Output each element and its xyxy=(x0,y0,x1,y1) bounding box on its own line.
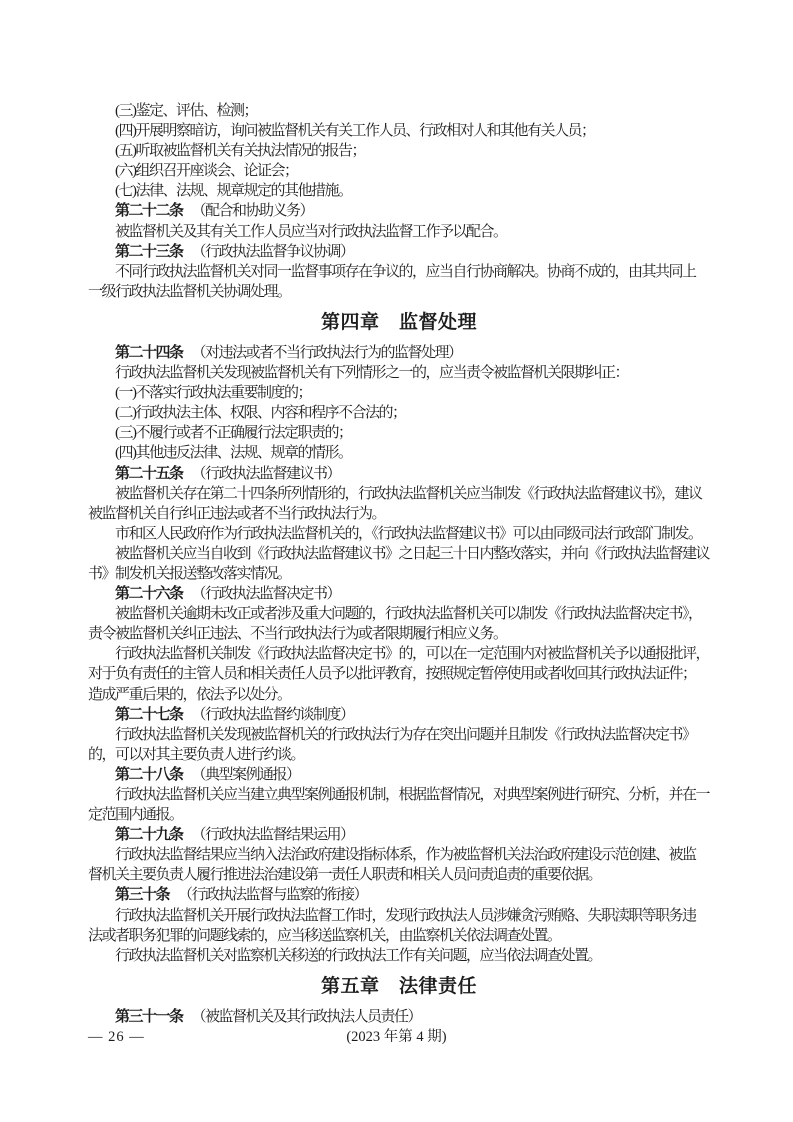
paragraph-line: 定范围内通报。 xyxy=(88,807,183,824)
chapter-heading: 第五章 法律责任 xyxy=(320,975,477,997)
paragraph-line: 行政执法监督机关制发《行政执法监督决定书》的，可以在一定范围内对被监督机关予以通报批评， xyxy=(115,646,710,663)
article-heading xyxy=(88,343,710,363)
paragraph-line: 行政执法监督机关开展行政执法监督工作时，发现行政执法人员涉嫌贪污贿赂、失职渎职等职务违 xyxy=(115,907,696,924)
paragraph-line: 行政执法监督机关发现被监督机关有下列情形之一的，应当责令被监督机关限期纠正： xyxy=(115,365,629,382)
article-heading xyxy=(88,242,710,262)
article-heading xyxy=(88,825,710,845)
article-number: 第二十九条 xyxy=(115,826,183,844)
article-number: 第二十五条 xyxy=(115,464,183,482)
paragraph-line: 不同行政执法监督机关对同一监督事项存在争议的，应当自行协商解决。协商不成的，由其共同上 xyxy=(115,263,696,280)
article-heading xyxy=(88,705,710,725)
chapter-heading: 第四章 监督处理 xyxy=(320,311,477,333)
article-title: （行政执法监督建议书） xyxy=(191,465,341,482)
paragraph-line: 书》制发机关报送整改落实情况。 xyxy=(88,565,291,582)
article-number: 第二十六条 xyxy=(115,585,183,603)
article-heading xyxy=(88,201,710,221)
article-title: （被监督机关及其行政执法人员责任） xyxy=(191,1008,422,1025)
page-footer xyxy=(0,1026,793,1048)
paragraph-line: 行政执法监督机关发现被监督机关的行政执法行为存在突出问题并且制发《行政执法监督决定书》 xyxy=(115,726,696,743)
article-title: （对违法或者不当行政执法行为的监督处理） xyxy=(191,344,462,361)
article-title: （典型案例通报） xyxy=(191,766,300,783)
article-heading xyxy=(88,464,710,484)
paragraph-line: 行政执法监督机关应当建立典型案例通报机制，根据监督情况，对典型案例进行研究、分析，并在一 xyxy=(115,787,710,803)
paragraph-line: 行政执法监督机关对监察机关移送的行政执法工作有关问题，应当依法调查处置。 xyxy=(115,947,602,964)
article-number: 第二十四条 xyxy=(115,343,183,361)
list-item-line: (三)鉴定、评估、检测； xyxy=(115,103,257,119)
list-item-line: (三)不履行或者不正确履行法定职责的； xyxy=(115,425,352,442)
list-item-line: (七)法律、法规、规章规定的其他措施。 xyxy=(115,183,352,200)
article-number: 第三十条 xyxy=(115,886,170,904)
page-number: — 26 — xyxy=(88,1029,145,1045)
list-item-line: (四)开展明察暗访，询问被监督机关有关工作人员、行政相对人和其他有关人员； xyxy=(115,123,595,140)
paragraph-line: 被监督机关应当自收到《行政执法监督建议书》之日起三十日内整改落实，并向《行政执法监督建议 xyxy=(115,545,710,562)
paragraph-line: 造成严重后果的，依法予以处分。 xyxy=(88,686,291,703)
paragraph-line: 被监督机关存在第二十四条所列情形的，行政执法监督机关应当制发《行政执法监督建议书》，建议 xyxy=(115,485,702,502)
article-number: 第三十一条 xyxy=(115,1007,183,1025)
article-heading xyxy=(88,584,710,604)
article-heading xyxy=(88,1007,710,1027)
paragraph-line: 被监督机关自行纠正违法或者不当行政执法行为。 xyxy=(88,505,386,522)
article-title: （行政执法监督争议协调） xyxy=(191,243,354,260)
article-heading xyxy=(88,765,710,785)
paragraph-line: 法或者职务犯罪的问题线索的，应当移送监察机关，由监察机关依法调查处置。 xyxy=(88,927,561,944)
article-number: 第二十八条 xyxy=(115,765,183,783)
article-heading xyxy=(88,885,710,905)
article-number: 第二十七条 xyxy=(115,705,183,723)
paragraph-line: 的，可以对其主要负责人进行约谈。 xyxy=(88,746,305,763)
list-item-line: (四)其他违反法律、法规、规章的情形。 xyxy=(115,445,352,462)
paragraph-line: 被监督机关及其有关工作人员应当对行政执法监督工作予以配合。 xyxy=(115,223,507,240)
article-title: （行政执法监督决定书） xyxy=(191,586,341,603)
paragraph-line: 一级行政执法监督机关协调处理。 xyxy=(88,283,291,300)
issue-label: (2023 年第 4 期) xyxy=(346,1029,447,1045)
paragraph-line: 被监督机关逾期未改正或者涉及重大问题的，行政执法监督机关可以制发《行政执法监督决定书》， xyxy=(115,606,702,623)
article-number: 第二十二条 xyxy=(115,202,183,220)
paragraph-line: 责令被监督机关纠正违法、不当行政执法行为或者限期履行相应义务。 xyxy=(88,626,507,643)
list-item-line: (二)行政执法主体、权限、内容和程序不合法的； xyxy=(115,405,406,422)
paragraph-line: 市和区人民政府作为行政执法监督机关的，《行政执法监督建议书》可以由同级司法行政部门制发。 xyxy=(115,525,702,542)
article-title: （行政执法监督约谈制度） xyxy=(191,706,354,723)
list-item-line: (六)组织召开座谈会、论证会； xyxy=(115,163,298,180)
paragraph-line: 对于负有责任的主管人员和相关责任人员予以批评教育，按照规定暂停使用或者收回其行政执法证件； xyxy=(88,666,696,683)
article-title: （配合和协助义务） xyxy=(191,203,314,220)
article-number: 第二十三条 xyxy=(115,242,183,260)
article-title: （行政执法监督结果运用） xyxy=(191,827,354,844)
paragraph-line: 督机关主要负责人履行推进法治建设第一责任人职责和相关人员问责追责的重要依据。 xyxy=(88,867,602,884)
article-title: （行政执法监督与监察的衔接） xyxy=(178,887,368,904)
document-body xyxy=(88,101,710,1027)
list-item-line: (一)不落实行政执法重要制度的； xyxy=(115,385,311,402)
list-item-line: (五)听取被监督机关有关执法情况的报告； xyxy=(115,143,365,160)
paragraph-line: 行政执法监督结果应当纳入法治政府建设指标体系，作为被监督机关法治政府建设示范创建、被监 xyxy=(115,847,696,864)
